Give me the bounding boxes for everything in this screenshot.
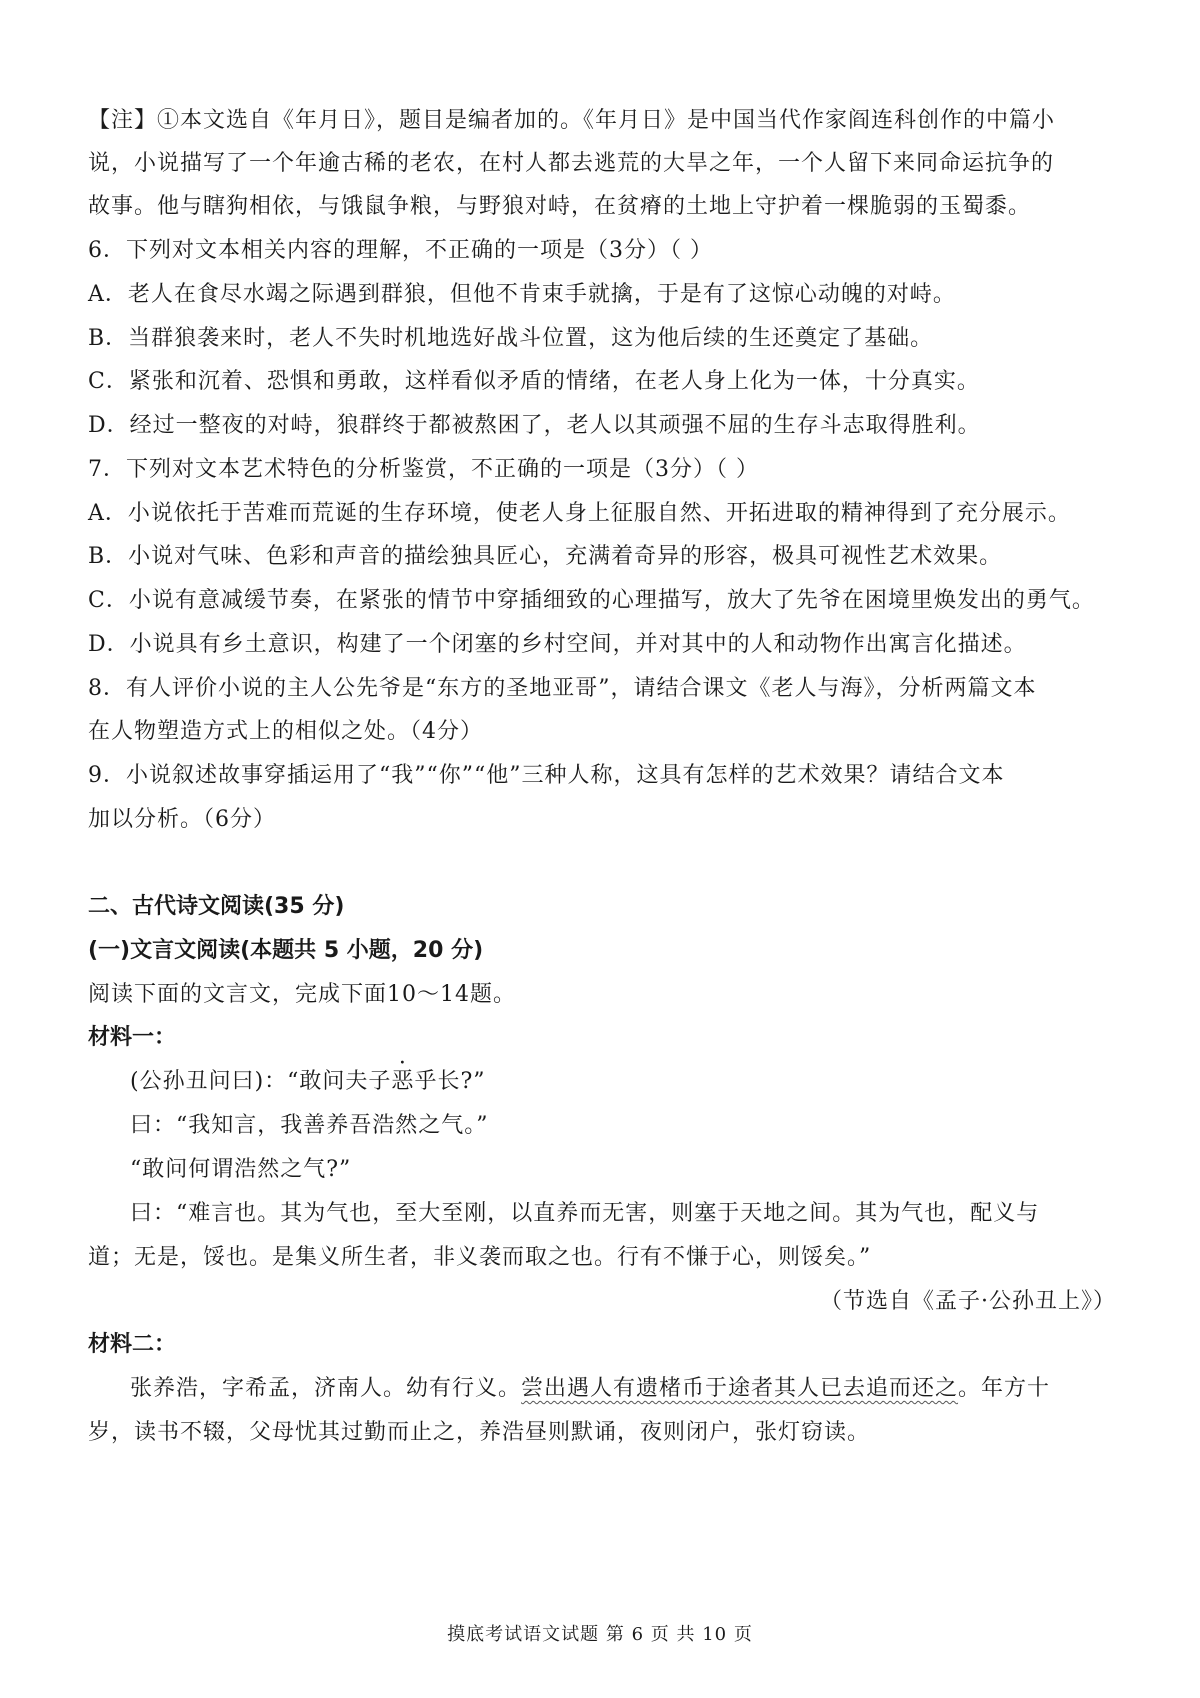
- note-line-2: 说，小说描写了一个年逾古稀的老农，在村人都去逃荒的大旱之年，一个人留下来同命运抗争的: [88, 151, 1055, 176]
- question-7-option-c: C．小说有意减缓节奏，在紧张的情节中穿插细致的心理描写，放大了先爷在困境里焕发出的勇气。: [88, 588, 1095, 613]
- question-6-stem: 6．下列对文本相关内容的理解，不正确的一项是（3分）（ ）: [88, 238, 713, 263]
- material-1-label: 材料一：: [88, 1025, 177, 1050]
- material-2-line-1: [130, 1374, 1190, 1404]
- question-7-option-b: B．小说对气味、色彩和声音的描绘独具匠心，充满着奇异的形容，极具可视性艺术效果。: [88, 544, 1003, 569]
- page-footer: 摸底考试语文试题 第 6 页 共 10 页: [447, 1624, 753, 1645]
- question-9-line-1: 9．小说叙述故事穿插运用了“我”“你”“他”三种人称，这具有怎样的艺术效果？请结合文本: [88, 763, 1005, 788]
- material-1-line-1-post: 乎长?”: [414, 1069, 486, 1094]
- question-7-option-a: A．小说依托于苦难而荒诞的生存环境，使老人身上征服自然、开拓进取的精神得到了充分展示。: [88, 501, 1071, 526]
- question-6-option-a: A．老人在食尽水竭之际遇到群狼，但他不肯束手就擒，于是有了这惊心动魄的对峙。: [88, 282, 956, 307]
- material-2-line-1-post: 。年方十: [958, 1376, 1051, 1401]
- section-2-title: 二、古代诗文阅读(35 分): [88, 894, 345, 919]
- question-7-option-d: D．小说具有乡土意识，构建了一个闭塞的乡村空间，并对其中的人和动物作出寓言化描述。: [88, 632, 1027, 657]
- material-1-line-4: 曰：“难言也。其为气也，至大至刚，以直养而无害，则塞于天地之间。其为气也，配义与: [130, 1201, 1040, 1226]
- note-line-1: 【注】①本文选自《年月日》，题目是编者加的。《年月日》是中国当代作家阎连科创作的中篇小: [88, 108, 1056, 133]
- material-1-line-2: 曰：“我知言，我善养吾浩然之气。”: [130, 1113, 489, 1138]
- question-8-line-2: 在人物塑造方式上的相似之处。（4分）: [88, 719, 483, 744]
- question-9-line-2: 加以分析。（6分）: [88, 807, 276, 832]
- material-1-line-1-pre: (公孙丑问曰)：“敢问夫子: [130, 1069, 392, 1094]
- question-6-option-d: D．经过一整夜的对峙，狼群终于都被熬困了，老人以其顽强不屈的生存斗志取得胜利。: [88, 413, 981, 438]
- question-8-line-1: 8．有人评价小说的主人公先爷是“东方的圣地亚哥”，请结合课文《老人与海》，分析两篇文本: [88, 676, 1037, 701]
- material-1-source: （节选自《孟子·公孙丑上》）: [820, 1289, 1116, 1314]
- material-2-line-1-pre: 张养浩，字希孟，济南人。幼有行义。: [130, 1376, 522, 1401]
- note-line-3: 故事。他与瞎狗相依，与饿鼠争粮，与野狼对峙，在贫瘠的土地上守护着一棵脆弱的玉蜀黍。: [88, 194, 1032, 219]
- material-1-line-5: 道；无是，馁也。是集义所生者，非义袭而取之也。行有不慊于心，则馁矣。”: [88, 1245, 872, 1270]
- wavy-underlined-sentence: 尝出遇人有遗楮币于途者其人已去追而还之: [521, 1376, 959, 1401]
- question-6-option-b: B．当群狼袭来时，老人不失时机地选好战斗位置，这为他后续的生还奠定了基础。: [88, 326, 934, 351]
- section-2-subtitle: (一)文言文阅读(本题共 5 小题，20 分): [88, 938, 484, 963]
- material-2-label: 材料二：: [88, 1332, 177, 1357]
- material-1-line-3: “敢问何谓浩然之气?”: [130, 1157, 352, 1182]
- material-2-line-2: 岁，读书不辍，父母忧其过勤而止之，养浩昼则默诵，夜则闭户，张灯窃读。: [88, 1420, 871, 1445]
- question-7-stem: 7．下列对文本艺术特色的分析鉴赏，不正确的一项是（3分）（ ）: [88, 457, 759, 482]
- question-6-option-c: C．紧张和沉着、恐惧和勇敢，这样看似矛盾的情绪，在老人身上化为一体，十分真实。: [88, 369, 980, 394]
- material-1-line-1: [130, 1067, 1190, 1097]
- emphasized-character: 恶: [391, 1069, 415, 1094]
- reading-instruction: 阅读下面的文言文，完成下面10～14题。: [88, 982, 516, 1007]
